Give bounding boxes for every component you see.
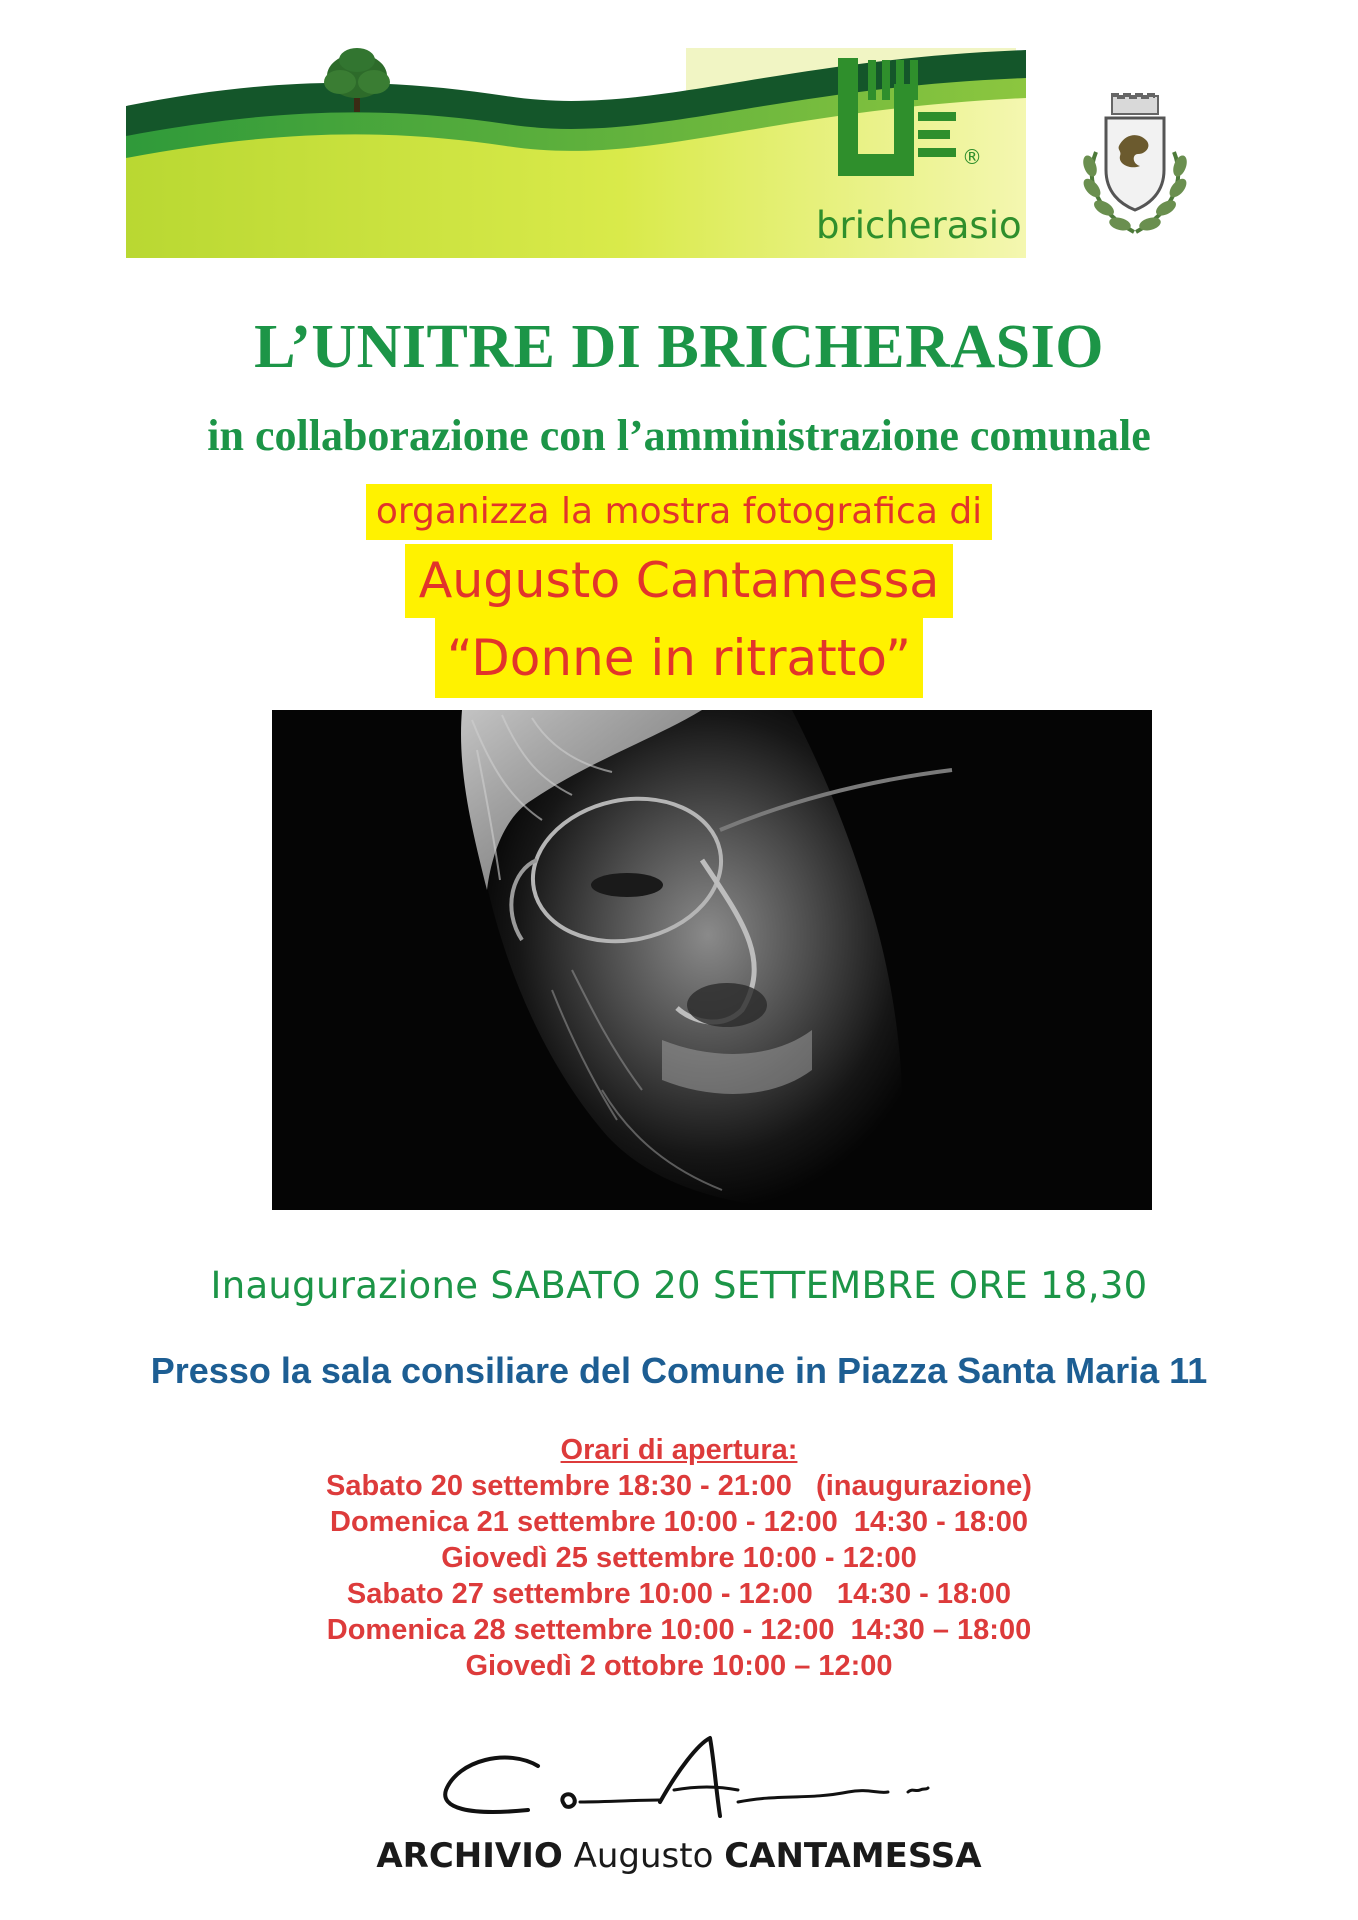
hours-line: Domenica 21 settembre 10:00 - 12:00 14:30 - 18:00 [330, 1506, 1028, 1538]
artist-line [0, 544, 1358, 618]
organizza-line [0, 484, 1358, 540]
coat-of-arms-icon [1076, 92, 1194, 242]
inauguration-line: Inaugurazione SABATO 20 SETTEMBRE ORE 18,30 [210, 1264, 1148, 1307]
opening-hours-title: Orari di apertura: [560, 1434, 798, 1466]
hours-line: Sabato 27 settembre 10:00 - 12:00 14:30 - 18:00 [346, 1578, 1012, 1610]
brand-text: bricherasio [816, 204, 1022, 247]
page-title: L’UNITRE DI BRICHERASIO [254, 313, 1104, 381]
hours-line: Sabato 20 settembre 18:30 - 21:00 (inaugurazione) [326, 1470, 1032, 1502]
archive-word: ARCHIVIO [376, 1836, 563, 1876]
exhibit-line [0, 618, 1358, 698]
portrait-photo [272, 710, 1152, 1210]
artist-name: Augusto Cantamessa [405, 544, 954, 618]
venue-line: Presso la sala consiliare del Comune in Piazza Santa Maria 11 [150, 1350, 1208, 1391]
hours-line: Giovedì 2 ottobre 10:00 – 12:00 [465, 1650, 893, 1682]
archive-surname: CANTAMESSA [724, 1836, 982, 1876]
subtitle: in collaborazione con l’amministrazione comunale [207, 411, 1151, 460]
opening-hours-list [0, 1468, 1358, 1684]
handwritten-signature [438, 1730, 958, 1840]
hours-line: Domenica 28 settembre 10:00 - 12:00 14:30 – 18:00 [326, 1614, 1032, 1646]
hours-line: Giovedì 25 settembre 10:00 - 12:00 [441, 1542, 917, 1574]
archive-credit [0, 1836, 1358, 1876]
organizza-text: organizza la mostra fotografica di [366, 484, 992, 540]
archive-firstname: Augusto [573, 1836, 714, 1876]
svg-text:®: ® [962, 145, 982, 169]
unitre-logo-banner [126, 38, 1026, 268]
exhibit-title: “Donne in ritratto” [435, 618, 923, 698]
